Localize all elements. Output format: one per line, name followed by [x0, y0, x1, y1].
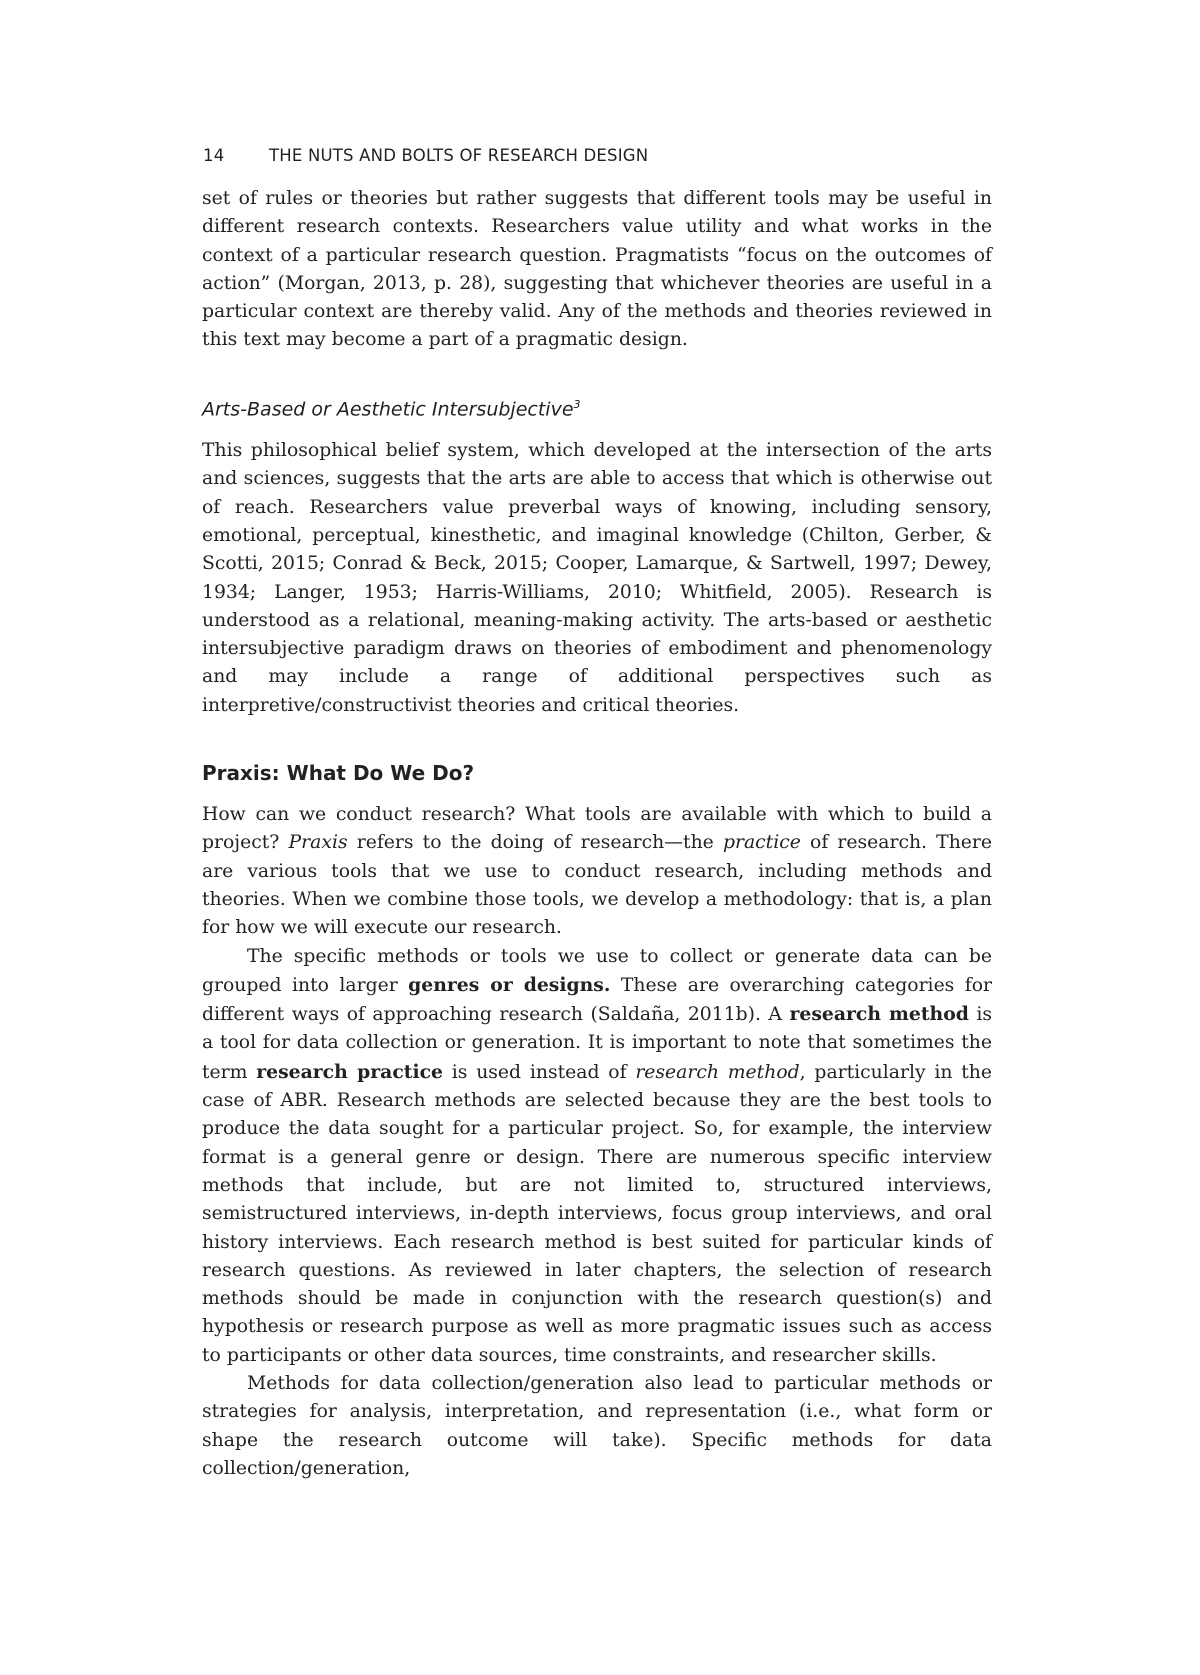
paragraph-pragmatism-continued: set of rules or theories but rather suggests that different tools may be useful in different research contexts. Researchers value utility and what works in the context of a particular research question. Pragmatists “focus on the outcomes of action” (Morgan, 2013, p. 28), suggesting that whichever theories are useful in a particular context are thereby valid. Any of the methods and theories reviewed in this text may become a part of a pragmatic design.: [202, 188, 992, 351]
bold-term-research-method: research method: [789, 1003, 969, 1026]
running-title: THE NUTS AND BOLTS OF RESEARCH DESIGN: [269, 146, 649, 165]
italic-term-research-method: research method: [635, 1061, 800, 1083]
paragraph-arts-based: This philosophical belief system, which developed at the intersection of the arts and sciences, suggests that the arts are able to access that which is otherwise out of reach. Researchers value preverbal ways of knowing, including sensory, emotional, perceptual, kinesthetic, and imaginal knowledge (Chilton, Gerber, & Scotti, 2015; Conrad & Beck, 2015; Cooper, Lamarque, & Sartwell, 1997; Dewey, 1934; Langer, 1953; Harris-Williams, 2010; Whitfield, 2005). Research is understood as a relational, meaning-making activity. The arts-based or aesthetic intersubjective paradigm draws on theories of embodiment and phenomenology and may include a range of additional perspectives such as interpretive/constructivist theories and critical theories.: [202, 440, 992, 716]
paragraph-praxis-intro: [202, 801, 992, 942]
text-run: , particularly in the case of ABR. Research methods are selected because they are the best tools to produce the data sought for a particular project. So, for example, the interview format is a general genre or design. There are numerous specific interview methods that include, but are not limited to, structured interviews, semistructured interviews, in-depth interviews, focus group interviews, and oral history interviews. Each research method is best suited for particular kinds of research questions. As reviewed in later chapters, the selection of research methods should be made in conjunction with the research question(s) and hypothesis or research purpose as well as more pragmatic issues such as access to participants or other data sources, time constraints, and researcher skills.: [202, 1061, 993, 1366]
text-run: refers to the doing of research—the: [347, 832, 723, 854]
paragraph-methods-genres: [202, 943, 992, 1370]
text-run: How can we conduct research? What tools are available with which to build a project?: [202, 804, 992, 854]
text-run: The specific methods or tools we use to collect or generate data can be grouped into larger: [202, 945, 992, 996]
bold-term-research-practice: research practice: [256, 1060, 443, 1083]
italic-term-practice: practice: [722, 832, 801, 854]
bold-term-genres: genres or designs.: [408, 973, 611, 996]
subheading-arts-based: [202, 391, 992, 423]
text-run: is a tool for data collection or generation. It is important to note that sometimes the term: [202, 1004, 992, 1083]
text-run: These are overarching categories for different ways of approaching research (Saldaña, 2011b). A: [202, 974, 992, 1026]
text-run: of research. There are various tools that we use to conduct research, including methods and theories. When we combine those tools, we develop a methodology: that is, a plan for how we will execute our research.: [202, 832, 993, 939]
page-number: 14: [203, 146, 225, 165]
paragraph-data-collection: Methods for data collection/generation also lead to particular methods or strategies for analysis, interpretation, and representation (i.e., what form or shape the research outcome will take). Specific methods for data collection/generation,: [202, 1373, 992, 1479]
text-run: is used instead of: [442, 1061, 636, 1083]
body-text: [202, 185, 992, 1483]
footnote-marker: 3: [573, 397, 581, 411]
section-heading-praxis: Praxis: What Do We Do?: [202, 761, 475, 786]
subheading-text: Arts-Based or Aesthetic Intersubjective: [202, 398, 574, 421]
running-header: [203, 146, 648, 165]
italic-term-praxis: Praxis: [288, 832, 348, 854]
